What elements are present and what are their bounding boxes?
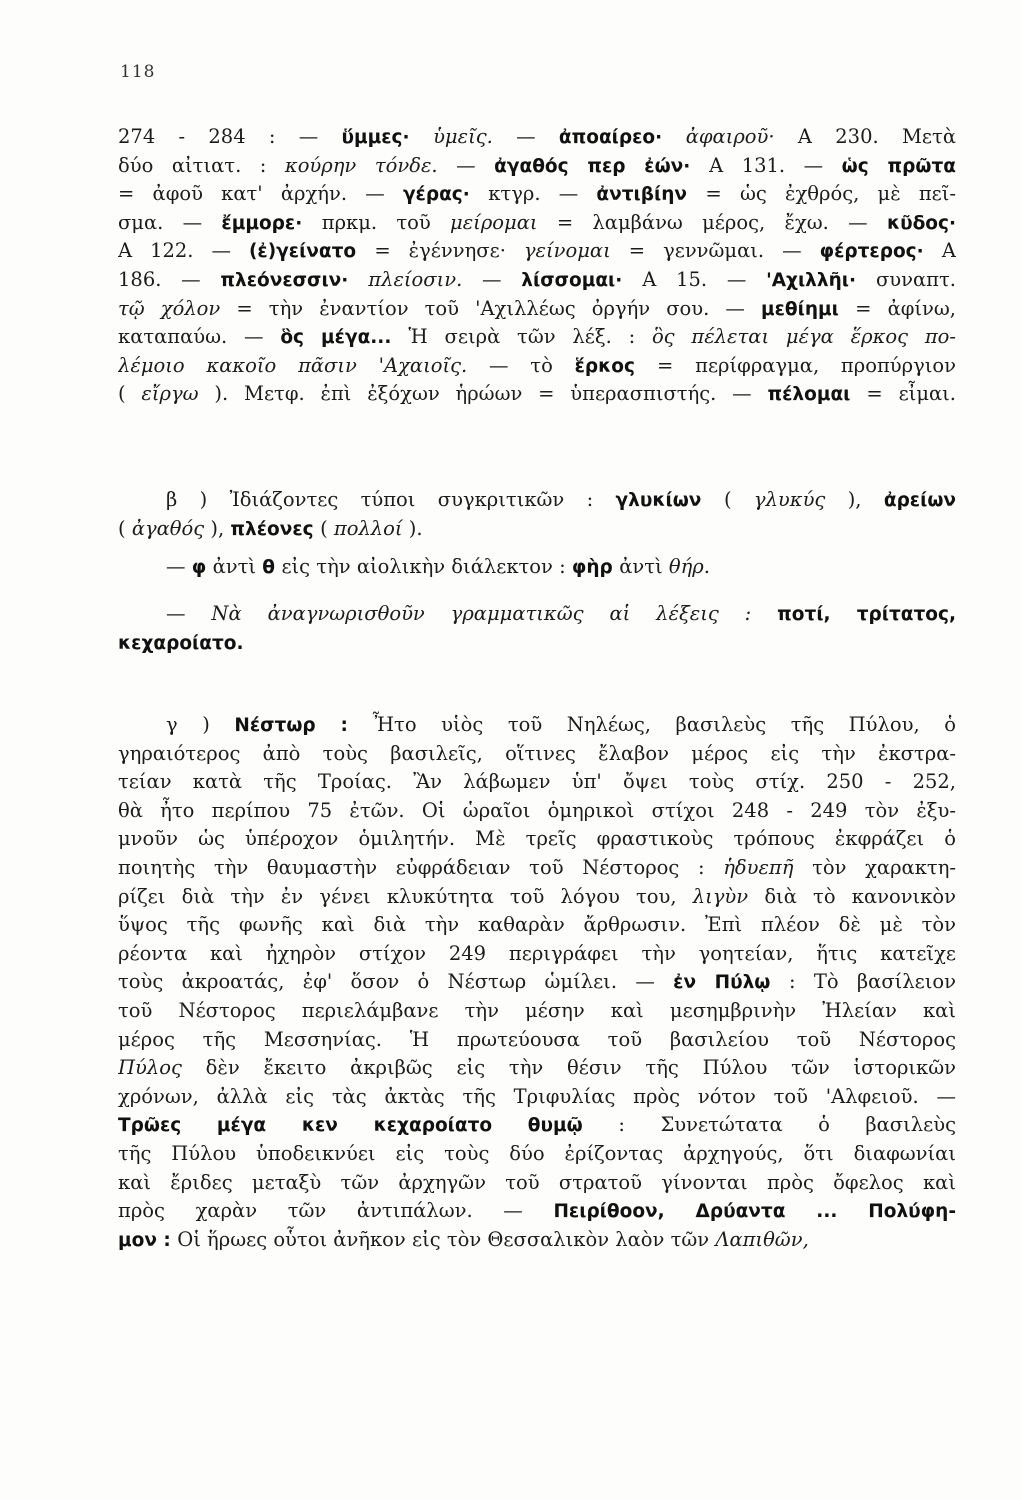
text-line [118,209,956,238]
italic-term: ἡδυεπῆ [723,855,794,879]
text-run: γηραιότερος ἀπὸ τοὺς βασιλεῖς, οἵτινες ἔλαβον μέρος εἰς τὴν ἐκστρα- [118,741,956,765]
text-line [118,883,956,912]
bold-term: ἀποαίρεο· [558,127,686,148]
text-line [118,323,956,352]
text-run: Α 230. Μετὰ [797,125,956,148]
bold-term: Πειρίθοον, Δρύαντα ... Πολύφη- [553,1201,956,1223]
text-line [118,711,956,740]
bold-term: ὃς μέγα... [280,327,409,349]
text-run: ( [118,382,142,406]
text-line [118,997,956,1026]
bold-term: ἀρείων [883,490,956,511]
italic-term: γείνομαι [523,239,611,263]
text-line [118,1140,956,1169]
text-run: Ἦτο υἱὸς τοῦ Νηλέως, βασιλεὺς τῆς Πύλου, ὁ [372,713,956,736]
text-line [118,1197,956,1226]
text-run: ἀντὶ [619,555,669,578]
text-run: ). Μετφ. ἐπὶ ἐξόχων ἡρώων = ὑπερασπιστής. — [198,382,768,406]
text-run: = ὡς ἐχθρός, μὲ πεῖ- [705,182,956,206]
aeolic-dialect-paragraph [118,553,956,582]
text-line [118,1169,956,1198]
text-line [118,486,956,515]
text-line [118,180,956,209]
italic-term: ὃς πέλεται μέγα ἕρκος πο- [651,325,956,349]
bold-term: φὴρ [571,557,620,578]
italic-term: Νὰ ἀναγνωρισθοῦν γραμματικῶς αἱ λέξεις : [211,602,752,625]
text-run: πρκμ. τοῦ [321,210,451,234]
bold-term: πλέονες [230,518,321,540]
text-run: θὰ ἦτο περίπου 75 ἐτῶν. Οἱ ὡραῖοι ὁμηρικοὶ στίχοι 248 - 249 τὸν ἐξυ- [118,798,956,822]
italic-term: θήρ. [668,555,710,578]
bold-term: (ἐ)γείνατο [248,241,375,263]
text-run: 186. — [118,267,221,291]
text-run: κτγρ. — [488,182,597,206]
text-run: τοῦ Νέστορος περιελάμβανε τὴν μέσην καὶ μεσημβρινὴν Ἠλείαν καὶ [118,998,956,1022]
italic-term: ὑμεῖς. [433,125,493,148]
text-run: τὸν χαρακτη- [793,855,956,879]
text-line [118,600,956,629]
bold-term: πλεόνεσσιν· [220,269,369,291]
italic-term: Λαπιθῶν, [715,1227,809,1251]
text-line [118,152,956,181]
text-run: = λαμβάνω μέρος, ἔχω. — [537,210,887,234]
bold-term: λίσσομαι· [521,269,643,291]
text-line [118,740,956,769]
bold-term: μον : [118,1229,178,1251]
bold-term: Τρῶες μέγα κεν κεχαροίατο θυμῷ [118,1115,619,1137]
text-line [118,553,956,582]
text-run: — [492,125,559,148]
text-run: καταπαύω. — [118,325,281,349]
text-run: ( [118,516,132,540]
bold-term: ὕμμες· [341,127,434,148]
bold-term: ἔμμορε· [221,212,322,234]
text-line [118,237,956,266]
text-run: — [166,602,212,625]
bold-term: ποτί, τρίτατος, [777,604,956,625]
text-run: μέρος τῆς Μεσσηνίας. Ἡ πρωτεύουσα τοῦ βασιλείου τοῦ Νέστορος [118,1027,956,1051]
text-line [118,629,956,658]
text-line [118,797,956,826]
text-run: δύο αἰτιατ. : [118,153,285,177]
text-run: δὲν ἔκειτο ἀκριβῶς εἰς τὴν θέσιν τῆς Πύλου τῶν ἱστορικῶν [181,1056,956,1080]
text-run: — [166,555,192,578]
text-run: ἀντὶ [212,555,263,578]
text-run: Οἱ ἥρωες οὗτοι ἀνῆκον εἰς τὸν Θεσσαλικὸν λαὸν τῶν [177,1227,716,1251]
italic-term: πλείοσιν. [368,267,463,291]
nestor-paragraph [118,711,956,1254]
bold-term: ἀντιβίην [596,184,706,206]
bold-term: γλυκίων [615,490,724,511]
bold-term: μεθίημι [761,298,856,320]
text-run: εἰς τὴν αἰολικὴν διάλεκτον : [281,555,572,578]
grammar-exercise-paragraph [118,600,956,657]
bold-term: πέλομαι [767,384,867,406]
text-line [118,854,956,883]
text-run: 274 - 284 : — [118,125,342,148]
bold-term: φέρτερος· [819,241,942,263]
text-run: : Συνετώτατα ὁ βασιλεὺς [618,1113,956,1137]
bold-term: ἀγαθός περ ἐών· [494,155,710,177]
italic-term: γλυκύς [753,488,826,511]
text-run: = τὴν ἐναντίον τοῦ 'Αχιλλέως ὀργήν σου. — [220,296,761,320]
text-run: = περίφραγμα, προπύργιον [657,353,956,377]
italic-term: ἀφαιροῦ· [685,125,798,148]
text-run: καὶ ἔριδες μεταξὺ τῶν ἀρχηγῶν τοῦ στρατοῦ γίνονται πρὸς ὄφελος καὶ [118,1170,956,1194]
italic-term: εἴργω [141,382,199,406]
text-line [118,1054,956,1083]
text-line [118,1083,956,1112]
comparatives-paragraph [118,486,956,543]
bold-term: κῦδος· [886,212,956,234]
text-line [118,380,956,409]
text-run: β ) Ἰδιάζοντες τύποι συγκριτικῶν : [166,488,616,511]
text-run: ρίζει διὰ τὴν ἐν γένει κλυκύτητα τοῦ λόγου του, [118,884,693,908]
text-run: Α 122. — [118,239,249,263]
italic-term: λέμοιο κακοῖο πᾶσιν 'Αχαιοῖς. [118,353,468,377]
text-run: — τὸ [467,353,575,377]
bold-term: 'Αχιλλῆι· [766,269,876,291]
text-run: = γεννῶμαι. — [610,239,820,263]
bold-term: φ [191,557,213,578]
bold-term: θ [262,557,282,578]
text-run: τείαν κατὰ τῆς Τροίας. Ἂν λάβωμεν ὑπ' ὄψει τοὺς στίχ. 250 - 252, [118,770,956,794]
page-number: 118 [120,62,156,82]
text-line [118,295,956,324]
text-run: τοὺς ἀκροατάς, ἐφ' ὅσον ὁ Νέστωρ ὡμίλει. — [118,970,674,994]
text-line [118,940,956,969]
text-run: σμα. — [118,210,222,234]
italic-term: μείρομαι [450,210,538,234]
text-line [118,266,956,295]
text-line [118,352,956,381]
text-run: ρέοντα καὶ ἠχηρὸν στίχον 249 περιγράφει τὴν γοητείαν, ἥτις κατεῖχε [118,941,956,965]
text-run [751,602,777,625]
text-run: Ἡ σειρὰ τῶν λέξ. : [408,325,652,349]
italic-term: λιγὺν [692,884,749,908]
text-line [118,1111,956,1140]
text-run: ), [204,516,231,540]
bold-term: γέρας· [402,184,489,206]
text-line [118,515,956,544]
bold-term: ὡς πρῶτα [841,155,956,177]
text-run: = ἀφίνω, [855,296,956,320]
text-line [118,825,956,854]
text-line [118,1026,956,1055]
text-run: = ἀφοῦ κατ' ἀρχήν. — [118,182,403,206]
text-run: = ἐγέννησε· [374,239,524,263]
italic-term: Πύλος [118,1056,182,1080]
text-run: ὕψος τῆς φωνῆς καὶ διὰ τὴν καθαρὰν ἄρθρωσιν. Ἐπὶ πλέον δὲ μὲ τὸν [118,913,956,937]
text-run: διὰ τὸ κανονικὸν [748,884,956,908]
text-line [118,123,956,152]
text-run: μνοῦν ὡς ὑπέροχον ὁμιλητήν. Μὲ τρεῖς φραστικοὺς τρόπους ἐκφράζει ὁ [118,827,956,851]
italic-term: πολλοί [333,516,403,540]
text-run: — [462,267,522,291]
text-line [118,768,956,797]
commentary-paragraph-1 [118,123,956,409]
text-line [118,968,956,997]
text-line [118,1226,956,1255]
italic-term: ἀγαθός [131,516,205,540]
text-run: Α 15. — [642,267,767,291]
text-run: χρόνων, ἀλλὰ εἰς τὰς ἀκτὰς τῆς Τριφυλίας πρὸς νότον τοῦ 'Αλφειοῦ. — [118,1084,956,1108]
italic-term: κούρην τόνδε. [284,153,438,177]
text-line [118,911,956,940]
text-run: πρὸς χαρὰν τῶν ἀντιπάλων. — [118,1199,554,1223]
text-run: Α [941,239,956,263]
text-run: γ ) [166,713,235,736]
text-run: Α 131. — [709,153,842,177]
bold-term: Νέστωρ : [234,715,373,736]
text-run: συναπτ. [875,267,956,291]
text-run: ( [320,516,334,540]
bold-term: ἐν Πύλῳ [673,972,789,994]
bold-term: ἕρκος [574,355,658,377]
text-run: — [437,153,495,177]
text-run: = εἶμαι. [866,382,956,406]
text-run: τῆς Πύλου ὑποδεικνύει εἰς τοὺς δύο ἐρίζοντας ἀρχηγούς, ὅτι διαφωνίαι [118,1141,956,1165]
text-run: ), [825,488,884,511]
text-run: ). [402,516,423,540]
text-run: ( [723,488,754,511]
text-run: : Τὸ βασίλειον [788,970,956,994]
bold-term: κεχαροίατο. [118,632,244,654]
italic-term: τῷ χόλον [118,296,221,320]
text-run: ποιητὴς τὴν θαυμαστὴν εὐφράδειαν τοῦ Νέστορος : [118,855,724,879]
